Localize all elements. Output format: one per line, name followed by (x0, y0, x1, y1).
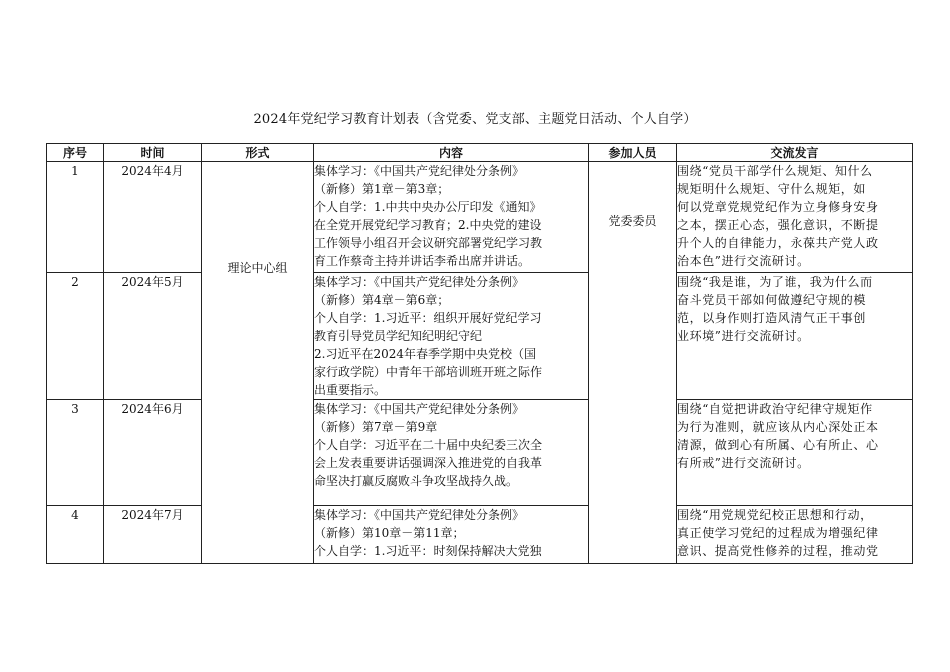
speech-line: 意识、提高党性修养的过程，推动党 (677, 544, 879, 558)
table-row (47, 400, 913, 506)
speech-line: 升个人的自律能力，永葆共产党人政 (677, 236, 879, 250)
content-line: 育工作蔡奇主持并讲话李希出席并讲话。 (314, 254, 531, 268)
plan-table (46, 143, 913, 564)
form-cell: 理论中心组 (202, 162, 314, 564)
speech-line: 为行为准则，就应该从内心深处正本 (677, 420, 879, 434)
row-time: 2024年6月 (104, 400, 202, 506)
speech-line: 业环境”进行交流研讨。 (677, 329, 810, 343)
content-line: （新修）第1章－第3章； (314, 182, 450, 196)
content-line: 命坚决打赢反腐败斗争攻坚战持久战。 (314, 474, 519, 488)
content-line: 集体学习：《中国共产党纪律处分条例》 (314, 508, 525, 522)
speech-line: 治本色”进行交流研讨。 (677, 254, 810, 268)
content-line: 集体学习：《中国共产党纪律处分条例》 (314, 164, 525, 178)
row-content (314, 506, 589, 564)
content-line: 家行政学院）中青年干部培训班开班之际作 (314, 365, 543, 379)
row-time: 2024年4月 (104, 162, 202, 273)
row-num: 3 (47, 400, 104, 506)
table-row (47, 273, 913, 400)
header-content: 内容 (314, 144, 589, 162)
table-header-row (47, 144, 913, 162)
row-num: 1 (47, 162, 104, 273)
header-time: 时间 (104, 144, 202, 162)
page-title: 2024年党纪学习教育计划表（含党委、党支部、主题党日活动、个人自学） (253, 112, 697, 127)
speech-line: 清源，做到心有所属、心有所止、心 (677, 438, 879, 452)
speech-line: 规矩明什么规矩、守什么规矩，如 (677, 182, 867, 196)
header-form: 形式 (202, 144, 314, 162)
speech-line: 之本，摆正心态，强化意识，不断提 (677, 218, 879, 232)
row-speech (677, 506, 913, 564)
speech-line: 有所戒”进行交流研讨。 (677, 456, 810, 470)
content-line: 工作领导小组召开会议研究部署党纪学习教 (314, 236, 543, 250)
row-speech (677, 273, 913, 400)
speech-line: 围绕“我是谁，为了谁，我为什么而 (677, 275, 873, 289)
table-row (47, 162, 913, 273)
content-line: 会上发表重要讲话强调深入推进党的自我革 (314, 456, 543, 470)
content-line: 个人自学：1.习近平：时刻保持解决大党独 (314, 544, 542, 558)
row-content (314, 162, 589, 273)
speech-line: 真正使学习党纪的过程成为增强纪律 (677, 526, 879, 540)
row-speech (677, 400, 913, 506)
header-participants: 参加人员 (589, 144, 677, 162)
speech-line: 范，以身作则打造风清气正干事创 (677, 311, 867, 325)
content-line: （新修）第10章－第11章； (314, 526, 465, 540)
content-line: （新修）第7章－第9章 (314, 420, 438, 434)
content-line: 个人自学：1.中共中央办公厅印发《通知》 (314, 200, 542, 214)
speech-line: 围绕“自觉把讲政治守纪律守规矩作 (677, 402, 873, 416)
header-num: 序号 (47, 144, 104, 162)
row-content (314, 273, 589, 400)
row-content (314, 400, 589, 506)
row-speech (677, 162, 913, 273)
speech-line: 围绕“党员干部学什么规矩、知什么 (677, 164, 873, 178)
row-num: 2 (47, 273, 104, 400)
row-time: 2024年7月 (104, 506, 202, 564)
table-row (47, 506, 913, 564)
row-num: 4 (47, 506, 104, 564)
row-time: 2024年5月 (104, 273, 202, 400)
content-line: 2.习近平在2024年春季学期中央党校（国 (314, 347, 536, 361)
content-line: 集体学习：《中国共产党纪律处分条例》 (314, 402, 525, 416)
participants-cell: 党委委员 (589, 162, 677, 564)
content-line: 出重要指示。 (314, 383, 387, 397)
content-line: 集体学习：《中国共产党纪律处分条例》 (314, 275, 525, 289)
content-line: 在全党开展党纪学习教育；2.中央党的建设 (314, 218, 542, 232)
speech-line: 奋斗党员干部如何做遵纪守规的模 (677, 293, 867, 307)
content-line: （新修）第4章－第6章； (314, 293, 450, 307)
speech-line: 围绕“用党规党纪校正思想和行动， (677, 508, 873, 522)
content-line: 个人自学：1.习近平：组织开展好党纪学习 (314, 311, 542, 325)
content-line: 教育引导党员学纪知纪明纪守纪 (314, 329, 483, 343)
header-speech: 交流发言 (677, 144, 913, 162)
speech-line: 何以党章党规党纪作为立身修身安身 (677, 200, 879, 214)
content-line: 个人自学：习近平在二十届中央纪委三次全 (314, 438, 543, 452)
